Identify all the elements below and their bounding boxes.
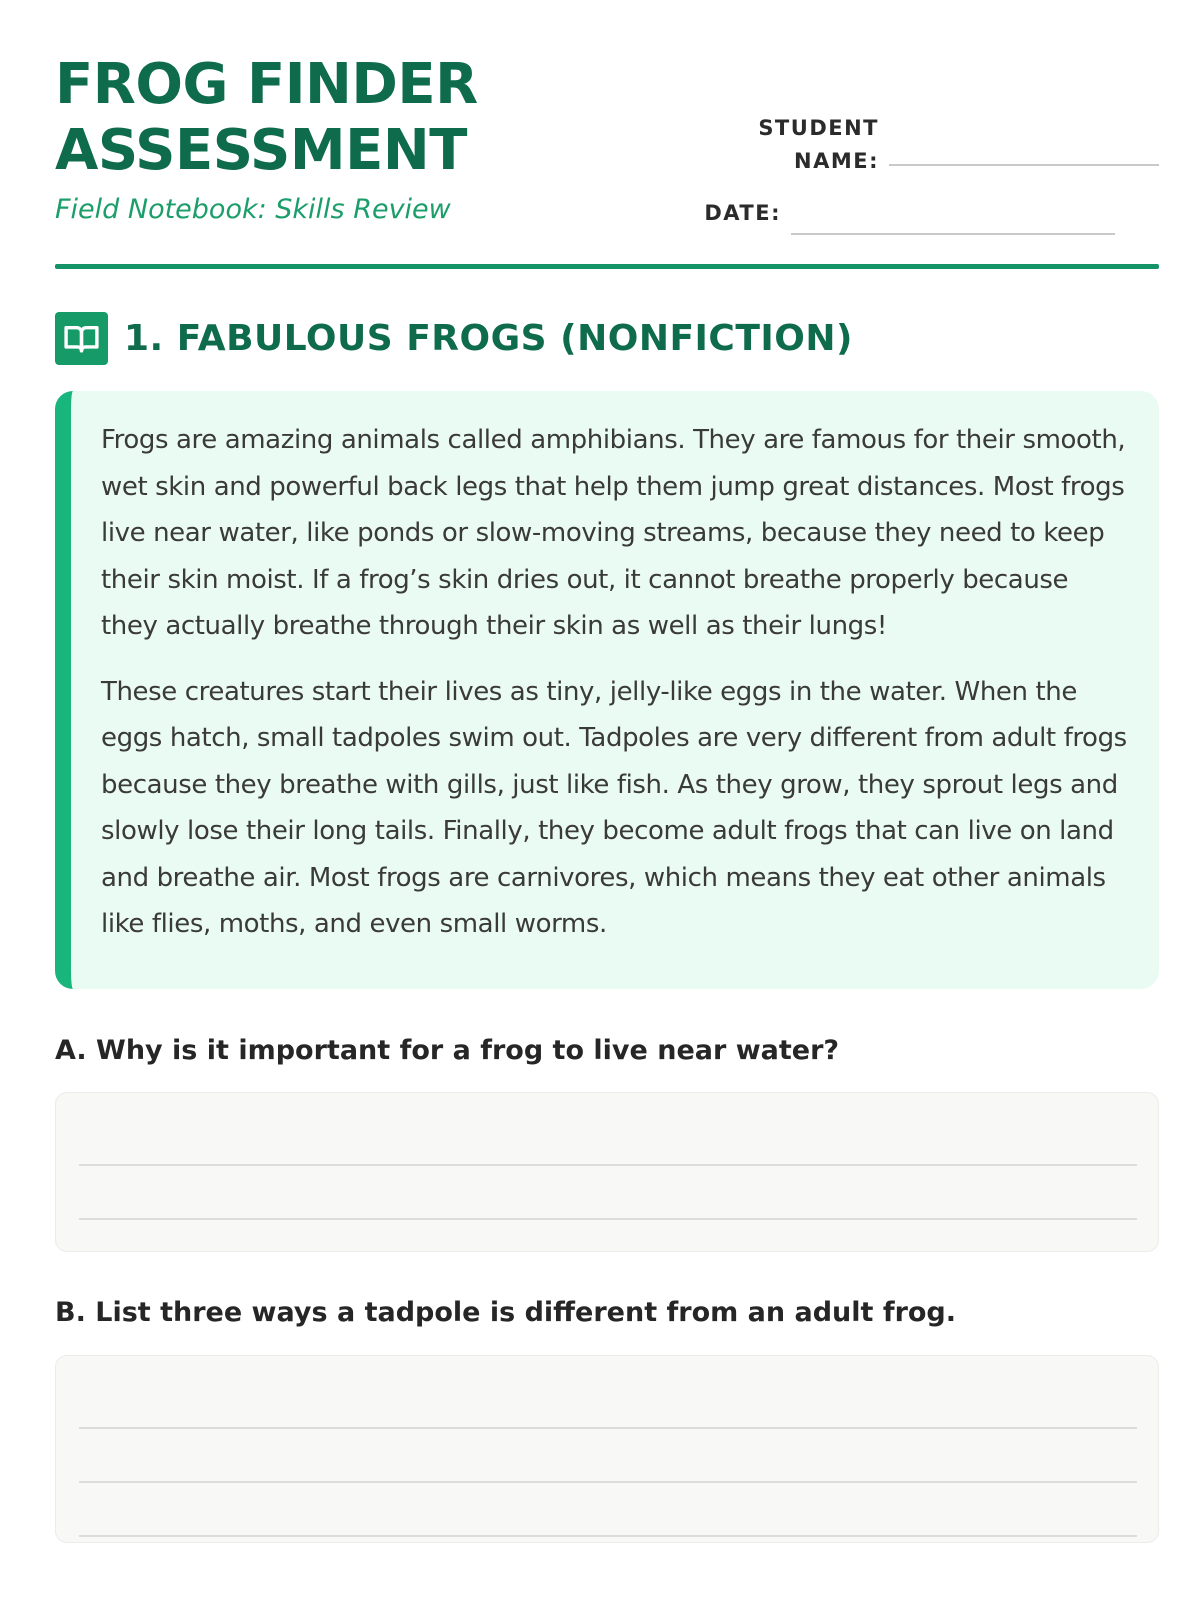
worksheet-subtitle: Field Notebook: Skills Review — [55, 194, 451, 225]
answer-box-b[interactable] — [55, 1355, 1159, 1543]
date-field[interactable] — [791, 233, 1115, 235]
worksheet-title — [55, 52, 615, 184]
passage-paragraph-1: Frogs are amazing animals called amphibians. They are famous for their smooth, wet skin and powerful back legs that help them jump great distances. Most frogs live near water, like ponds or slow-moving streams, because they need to keep their skin moist. If a frog’s skin dries out, it cannot breathe properly because they actually breathe through their skin as well as their lungs! — [101, 425, 1126, 641]
writing-line — [79, 1535, 1137, 1537]
writing-line — [79, 1481, 1137, 1483]
header-divider — [55, 264, 1159, 269]
student-name-label-line-2: NAME: — [794, 149, 879, 173]
date-label: DATE: — [704, 201, 781, 225]
question-b: B. List three ways a tadpole is different from an adult frog. — [55, 1297, 957, 1328]
student-name-label-line-1: STUDENT — [758, 116, 879, 140]
answer-box-a[interactable] — [55, 1092, 1159, 1252]
reading-passage — [55, 391, 1159, 989]
student-name-label — [699, 112, 879, 178]
open-book-icon — [55, 312, 108, 365]
question-a: A. Why is it important for a frog to live near water? — [55, 1035, 840, 1066]
worksheet-header — [55, 52, 1159, 266]
writing-line — [79, 1427, 1137, 1429]
section-heading — [55, 310, 853, 366]
writing-line — [79, 1164, 1137, 1166]
student-name-field[interactable] — [889, 164, 1159, 166]
writing-line — [79, 1218, 1137, 1220]
passage-paragraph-2: These creatures start their lives as tiny, jelly-like eggs in the water. When the eggs hatch, small tadpoles swim out. Tadpoles are very different from adult frogs because they breathe with gills, just like fish. As they grow, they sprout legs and slowly lose their long tails. Finally, they become adult frogs that can live on land and breathe air. Most frogs are carnivores, which means they eat other animals like flies, moths, and even small worms. — [101, 676, 1127, 939]
title-line-2: ASSESSMENT — [55, 118, 467, 183]
section-title: 1. FABULOUS FROGS (NONFICTION) — [124, 317, 853, 359]
title-line-1: FROG FINDER — [55, 52, 478, 117]
